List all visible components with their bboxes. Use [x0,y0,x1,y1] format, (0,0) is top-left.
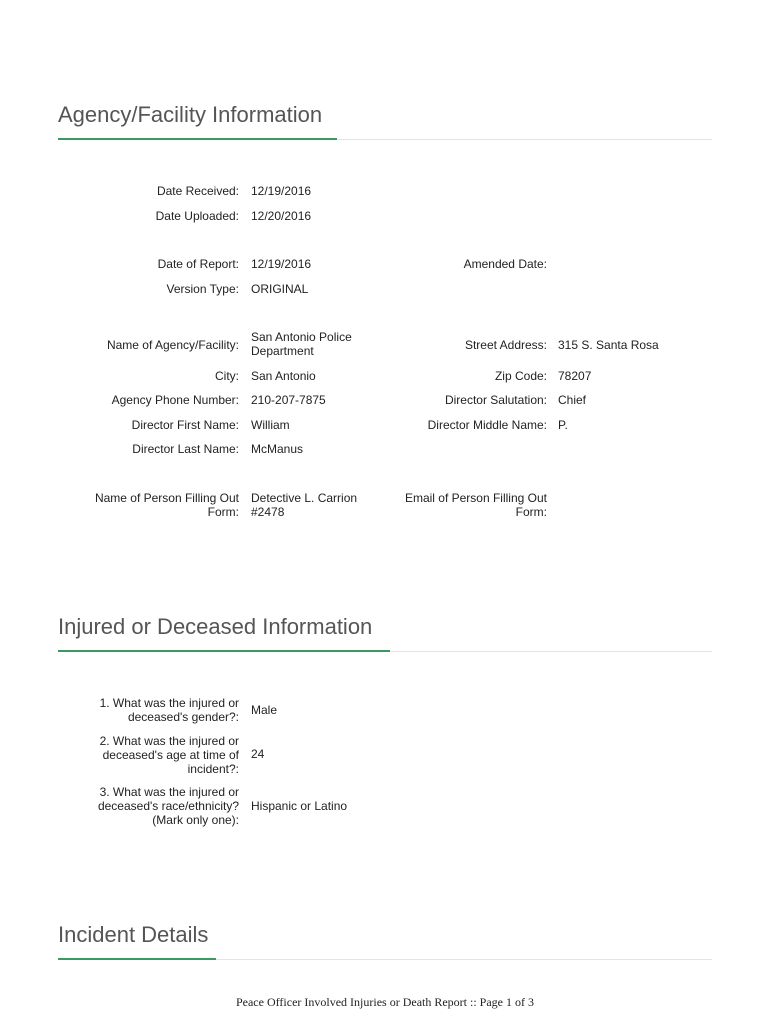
gender-question-label: 1. What was the injured or deceased's gender?: [99,696,239,724]
city-label: City: [215,369,239,383]
director-last-name-label: Director Last Name: [132,442,239,456]
date-received-label: Date Received: [156,184,239,198]
date-uploaded-label: Date Uploaded: [155,209,239,223]
section-title-agency: Agency/Facility Information [58,102,323,127]
director-first-name-label: Director First Name: [131,418,239,432]
street-address-value: 315 S. Santa Rosa [558,338,659,352]
agency-phone-label: Agency Phone Number: [111,393,239,407]
agency-name-label: Name of Agency/Facility: [106,338,239,352]
filler-name-value: Detective L. Carrion #2478 [251,491,358,519]
section-title-injured: Injured or Deceased Information [58,614,373,639]
amended-date-label: Amended Date: [463,257,547,271]
age-question-label: 2. What was the injured or deceased's age at time of incident?: [99,734,239,776]
date-of-report-value: 12/19/2016 [251,257,312,271]
agency-name-value: San Antonio Police Department [251,330,352,358]
zip-code-value: 78207 [558,369,592,383]
agency-phone-value: 210-207-7875 [251,393,326,407]
city-value: San Antonio [251,369,316,383]
section-title-incident: Incident Details [58,922,209,947]
age-answer-value: 24 [251,747,265,761]
race-question-label: 3. What was the injured or deceased's race/ethnicity? (Mark only one): [97,785,239,827]
filler-name-label: Name of Person Filling Out Form: [94,491,239,519]
section-divider-accent [58,650,390,652]
director-middle-name-value: P. [558,418,568,432]
director-salutation-label: Director Salutation: [444,393,547,407]
date-uploaded-value: 12/20/2016 [251,209,312,223]
zip-code-label: Zip Code: [494,369,547,383]
section-divider [58,139,712,140]
section-divider-accent [58,958,216,960]
street-address-label: Street Address: [464,338,547,352]
date-of-report-label: Date of Report: [157,257,239,271]
section-divider [58,959,712,960]
version-type-value: ORIGINAL [251,282,309,296]
race-answer-value: Hispanic or Latino [251,799,348,813]
date-received-value: 12/19/2016 [251,184,312,198]
director-middle-name-label: Director Middle Name: [427,418,547,432]
gender-answer-value: Male [251,703,278,717]
section-divider [58,651,712,652]
director-last-name-value: McManus [251,442,304,456]
director-first-name-value: William [251,418,290,432]
filler-email-label: Email of Person Filling Out Form: [404,491,547,519]
director-salutation-value: Chief [558,393,587,407]
page-footer: Peace Officer Involved Injuries or Death Report :: Page 1 of 3 [235,995,534,1009]
section-divider-accent [58,138,337,140]
version-type-label: Version Type: [166,282,239,296]
